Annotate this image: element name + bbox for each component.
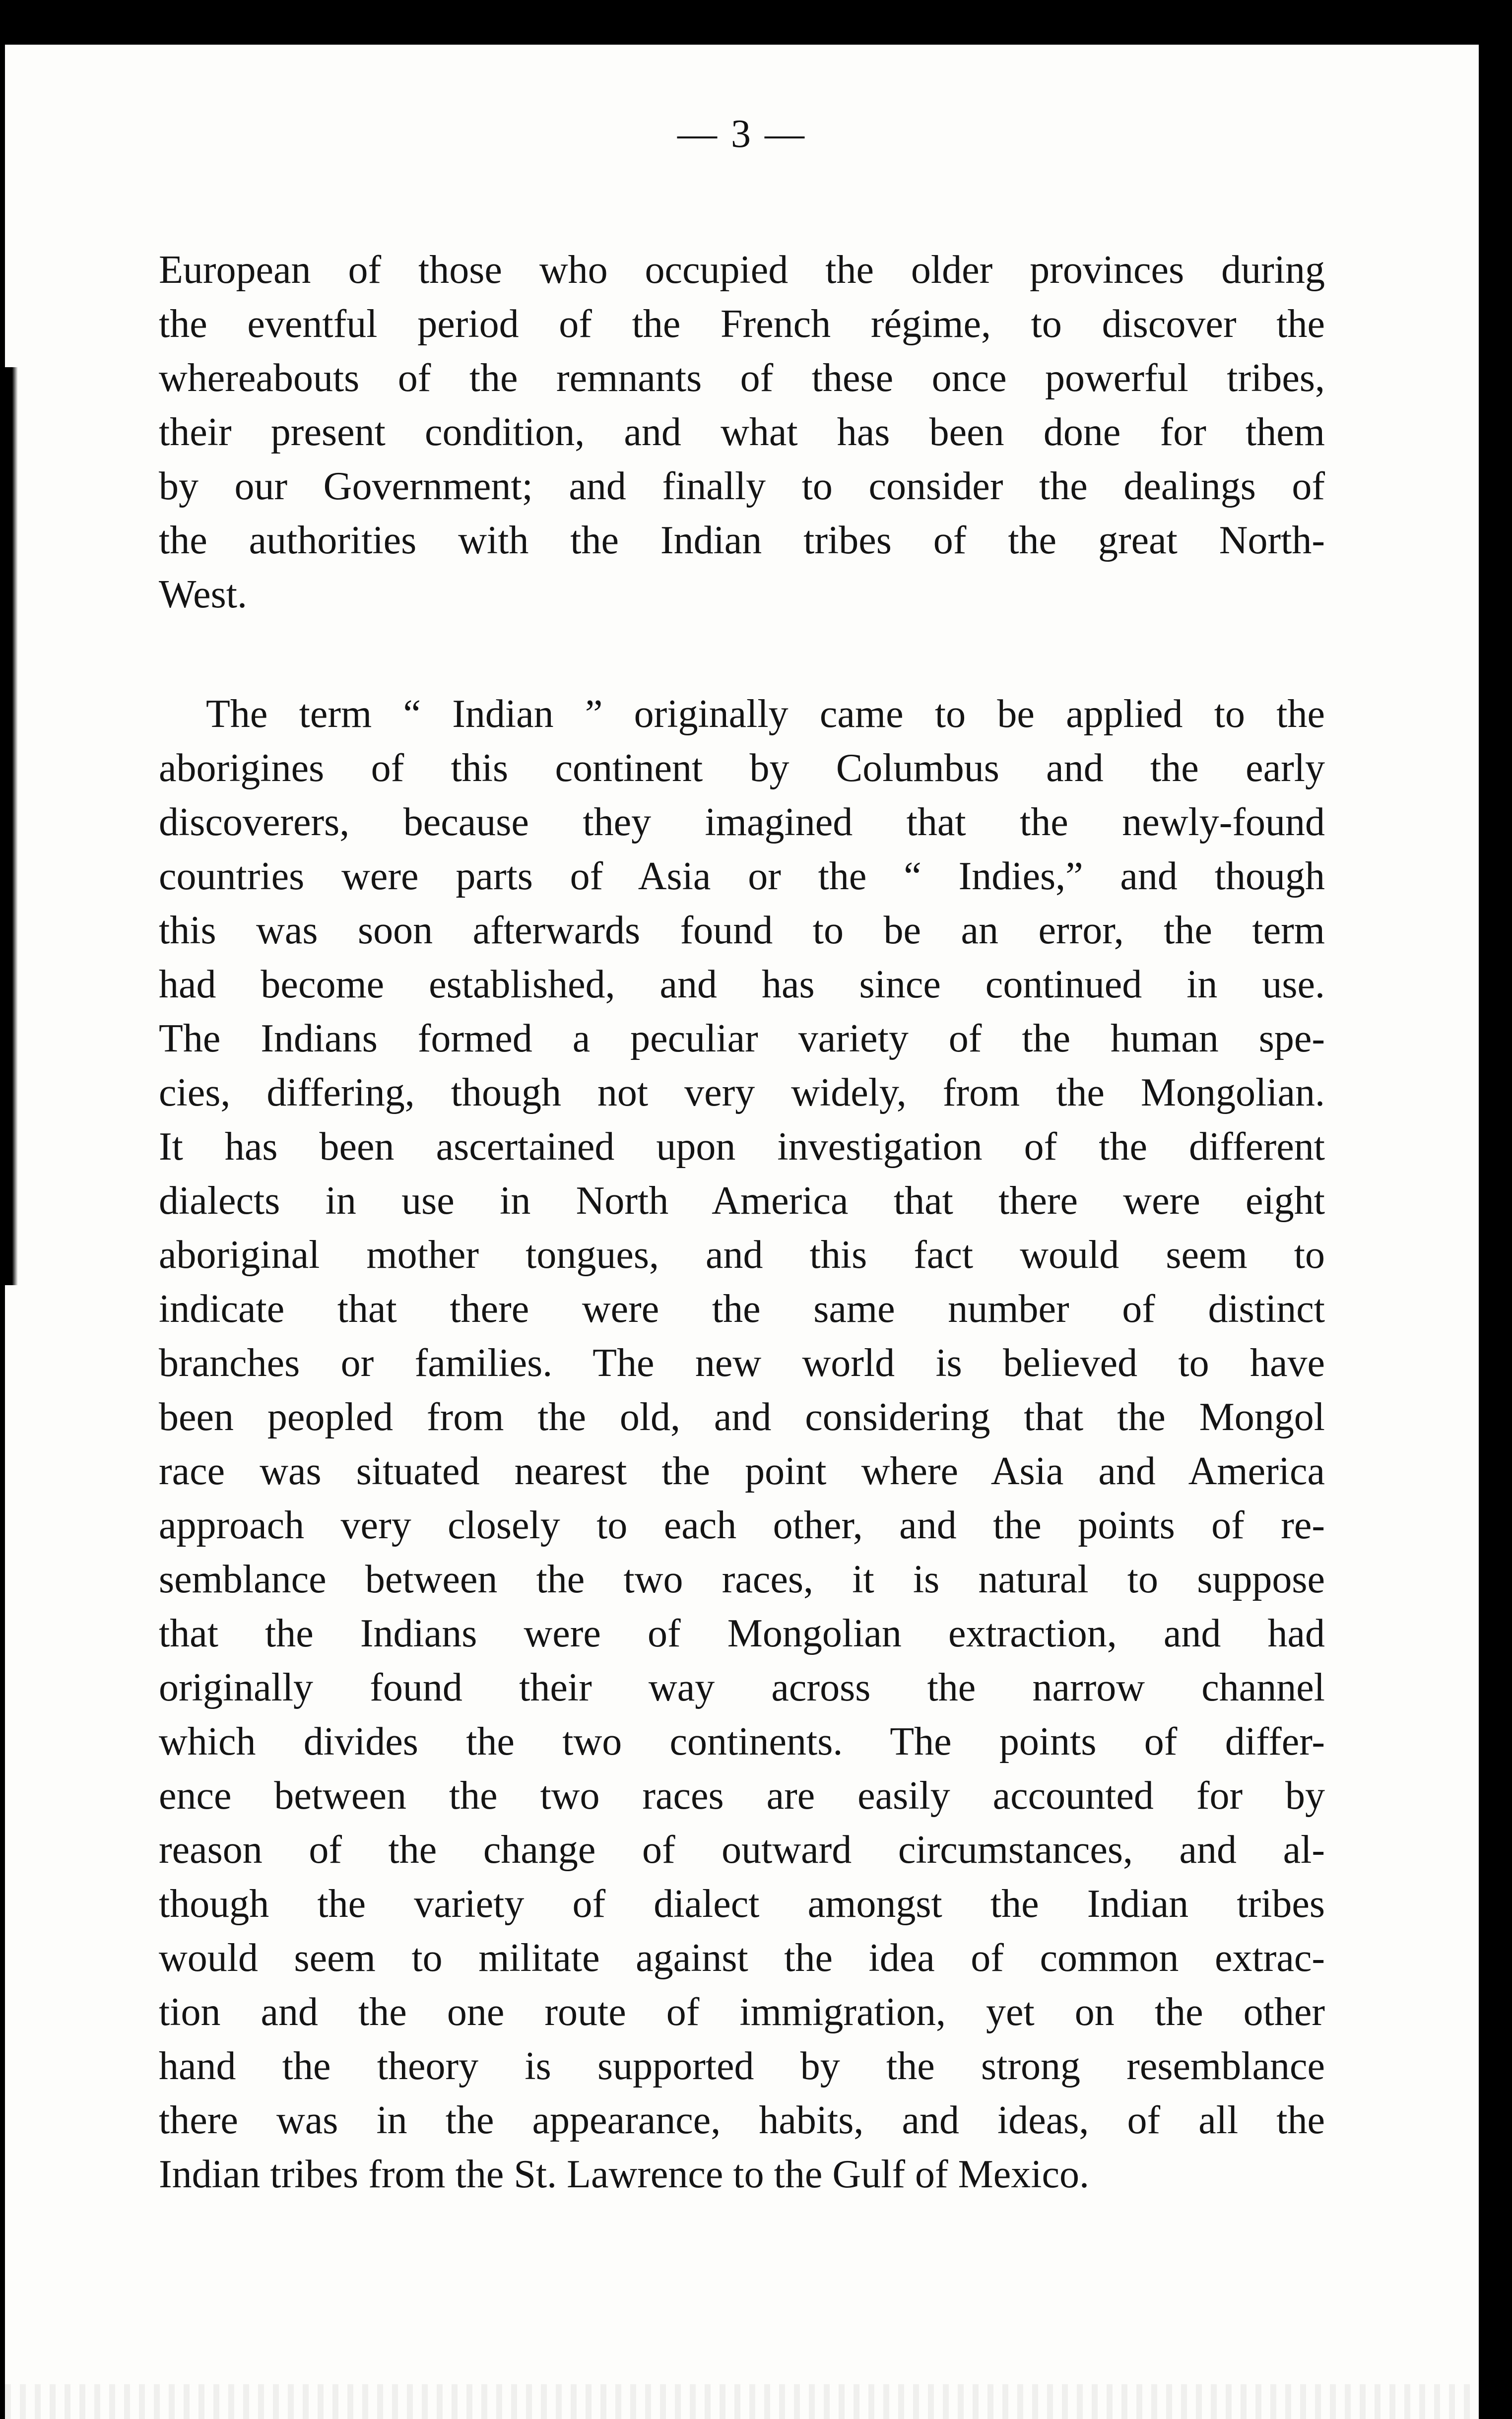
text-line: dialects in use in North America that there were eight: [159, 1179, 1325, 1223]
text-line: been peopled from the old, and considering that the Mongol: [159, 1395, 1325, 1439]
text-line: whereabouts of the remnants of these once powerful tribes,: [159, 356, 1325, 400]
text-line: aboriginal mother tongues, and this fact would seem to: [159, 1233, 1325, 1277]
text-line: Indian tribes from the St. Lawrence to the Gulf of Mexico.: [159, 2153, 1089, 2196]
text-line: originally found their way across the narrow channel: [159, 1666, 1325, 1709]
text-line: approach very closely to each other, and the points of re-: [159, 1504, 1325, 1547]
text-line: though the variety of dialect amongst the Indian tribes: [159, 1882, 1325, 1926]
page-number: — 3 —: [677, 112, 806, 156]
text-line: by our Government; and finally to consider the dealings of: [159, 464, 1325, 508]
text-line: would seem to militate against the idea of common extrac-: [159, 1936, 1325, 1980]
text-line: had become established, and has since continued in use.: [159, 963, 1325, 1006]
text-line: the eventful period of the French régime, to discover the: [159, 302, 1325, 346]
text-line: indicate that there were the same number of distinct: [159, 1287, 1325, 1331]
text-line: semblance between the two races, it is natural to suppose: [159, 1558, 1325, 1601]
paragraph-1: [159, 243, 1325, 622]
text-line: cies, differing, though not very widely, from the Mongolian.: [159, 1071, 1325, 1114]
text-line: which divides the two continents. The points of differ-: [159, 1720, 1325, 1764]
text-line: this was soon afterwards found to be an error, the term: [159, 909, 1325, 952]
text-line: their present condition, and what has been done for them: [159, 410, 1325, 454]
document-page: [5, 45, 1479, 2419]
text-line: West.: [159, 573, 247, 616]
text-line: It has been ascertained upon investigation of the different: [159, 1125, 1325, 1169]
text-line: discoverers, because they imagined that the newly-found: [159, 800, 1325, 844]
binding-shadow: [5, 367, 18, 1285]
text-line: hand the theory is supported by the strong resemblance: [159, 2044, 1325, 2088]
text-line: branches or families. The new world is believed to have: [159, 1341, 1325, 1385]
text-line: ence between the two races are easily accounted for by: [159, 1774, 1325, 1818]
text-line: The Indians formed a peculiar variety of the human spe-: [159, 1017, 1325, 1060]
text-line: race was situated nearest the point where Asia and America: [159, 1449, 1325, 1493]
text-line: the authorities with the Indian tribes of the great North-: [159, 519, 1325, 562]
text-line: there was in the appearance, habits, and ideas, of all the: [159, 2098, 1325, 2142]
page-edge-noise: [5, 2384, 1479, 2419]
text-line: countries were parts of Asia or the “ Indies,” and though: [159, 854, 1325, 898]
text-line: tion and the one route of immigration, yet on the other: [159, 1990, 1325, 2034]
text-line: The term “ Indian ” originally came to be applied to the: [206, 692, 1325, 736]
text-line: reason of the change of outward circumstances, and al-: [159, 1828, 1325, 1872]
text-line: that the Indians were of Mongolian extraction, and had: [159, 1612, 1325, 1655]
text-line: aborigines of this continent by Columbus and the early: [159, 746, 1325, 790]
paragraph-2: [159, 687, 1325, 2202]
text-line: European of those who occupied the older provinces during: [159, 248, 1325, 292]
